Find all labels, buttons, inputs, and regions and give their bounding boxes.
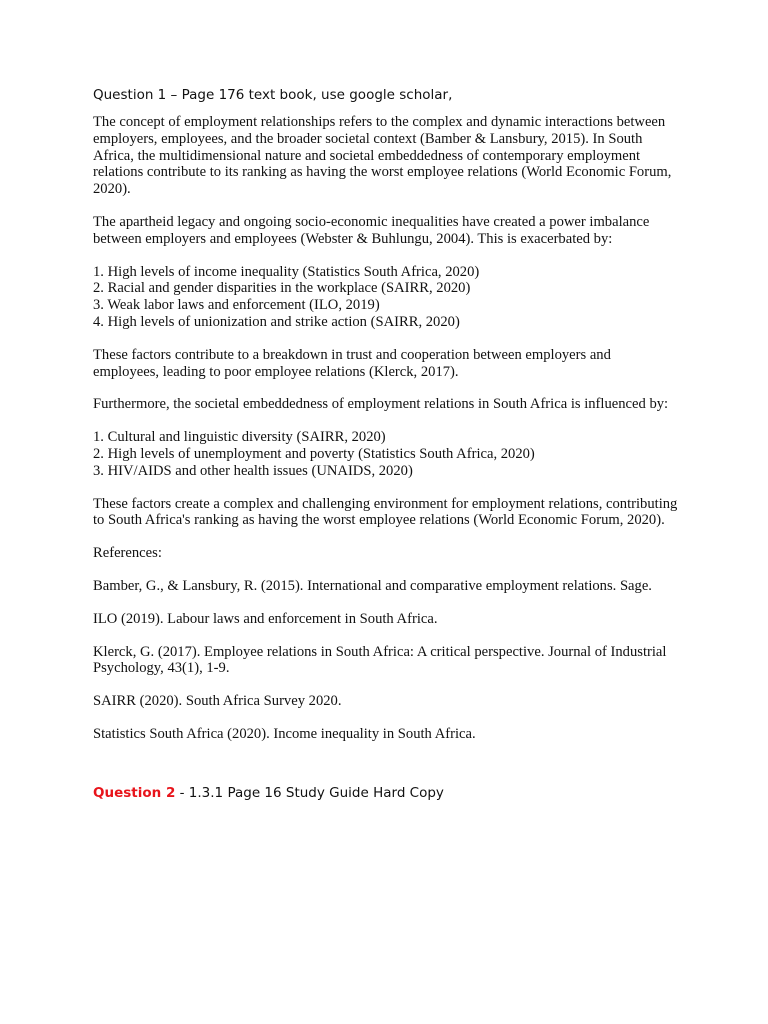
- question-1-heading: Question 1 – Page 176 text book, use google scholar,: [93, 87, 453, 103]
- document-page: [93, 86, 678, 802]
- list-item: 2. High levels of unemployment and poverty (Statistics South Africa, 2020): [93, 445, 535, 462]
- paragraph-apartheid-legacy: The apartheid legacy and ongoing socio-economic inequalities have created a power imbalance between employers and employees (Webster & Buhlungu, 2004). This is exacerbated by:: [93, 213, 650, 247]
- paragraph-breakdown-trust: These factors contribute to a breakdown in trust and cooperation between employers and employees, leading to poor employee relations (Klerck, 2017).: [93, 346, 611, 380]
- reference-item: ILO (2019). Labour laws and enforcement in South Africa.: [93, 610, 438, 627]
- list-item: 1. Cultural and linguistic diversity (SAIRR, 2020): [93, 429, 386, 446]
- paragraph-societal-embeddedness: Furthermore, the societal embeddedness of employment relations in South Africa is influenced by:: [93, 396, 669, 413]
- list-societal-factors: [93, 429, 678, 479]
- reference-item: SAIRR (2020). South Africa Survey 2020.: [93, 693, 342, 710]
- reference-item: Klerck, G. (2017). Employee relations in South Africa: A critical perspective. Journal of Industrial Psychology, 43(1), 1-9.: [93, 643, 667, 677]
- reference-item: Statistics South Africa (2020). Income inequality in South Africa.: [93, 725, 476, 742]
- reference-item: Bamber, G., & Lansbury, R. (2015). International and comparative employment relations. Sage.: [93, 577, 652, 594]
- list-item: 2. Racial and gender disparities in the workplace (SAIRR, 2020): [93, 280, 471, 297]
- list-item: 3. HIV/AIDS and other health issues (UNAIDS, 2020): [93, 462, 413, 479]
- paragraph-employment-concept: The concept of employment relationships refers to the complex and dynamic interactions between employers, employees, and the broader societal context (Bamber & Lansbury, 2015). In South Africa, the multidimensional nature and societal embeddedness of contemporary employment relations contribute to its ranking as having the worst employee relations (World Economic Forum, 2020).: [93, 114, 672, 198]
- list-item: 1. High levels of income inequality (Statistics South Africa, 2020): [93, 263, 480, 280]
- question-2-heading: [93, 784, 678, 802]
- paragraph-conclusion: These factors create a complex and challenging environment for employment relations, contributing to South Africa's ranking as having the worst employee relations (World Economic Forum, 2020).: [93, 495, 678, 529]
- list-item: 4. High levels of unionization and strike action (SAIRR, 2020): [93, 313, 460, 330]
- list-item: 3. Weak labor laws and enforcement (ILO, 2019): [93, 297, 380, 314]
- list-exacerbating-factors: [93, 264, 678, 331]
- question-2-text: - 1.3.1 Page 16 Study Guide Hard Copy: [175, 784, 444, 801]
- question-2-label: Question 2: [93, 784, 176, 801]
- references-heading: References:: [93, 545, 162, 562]
